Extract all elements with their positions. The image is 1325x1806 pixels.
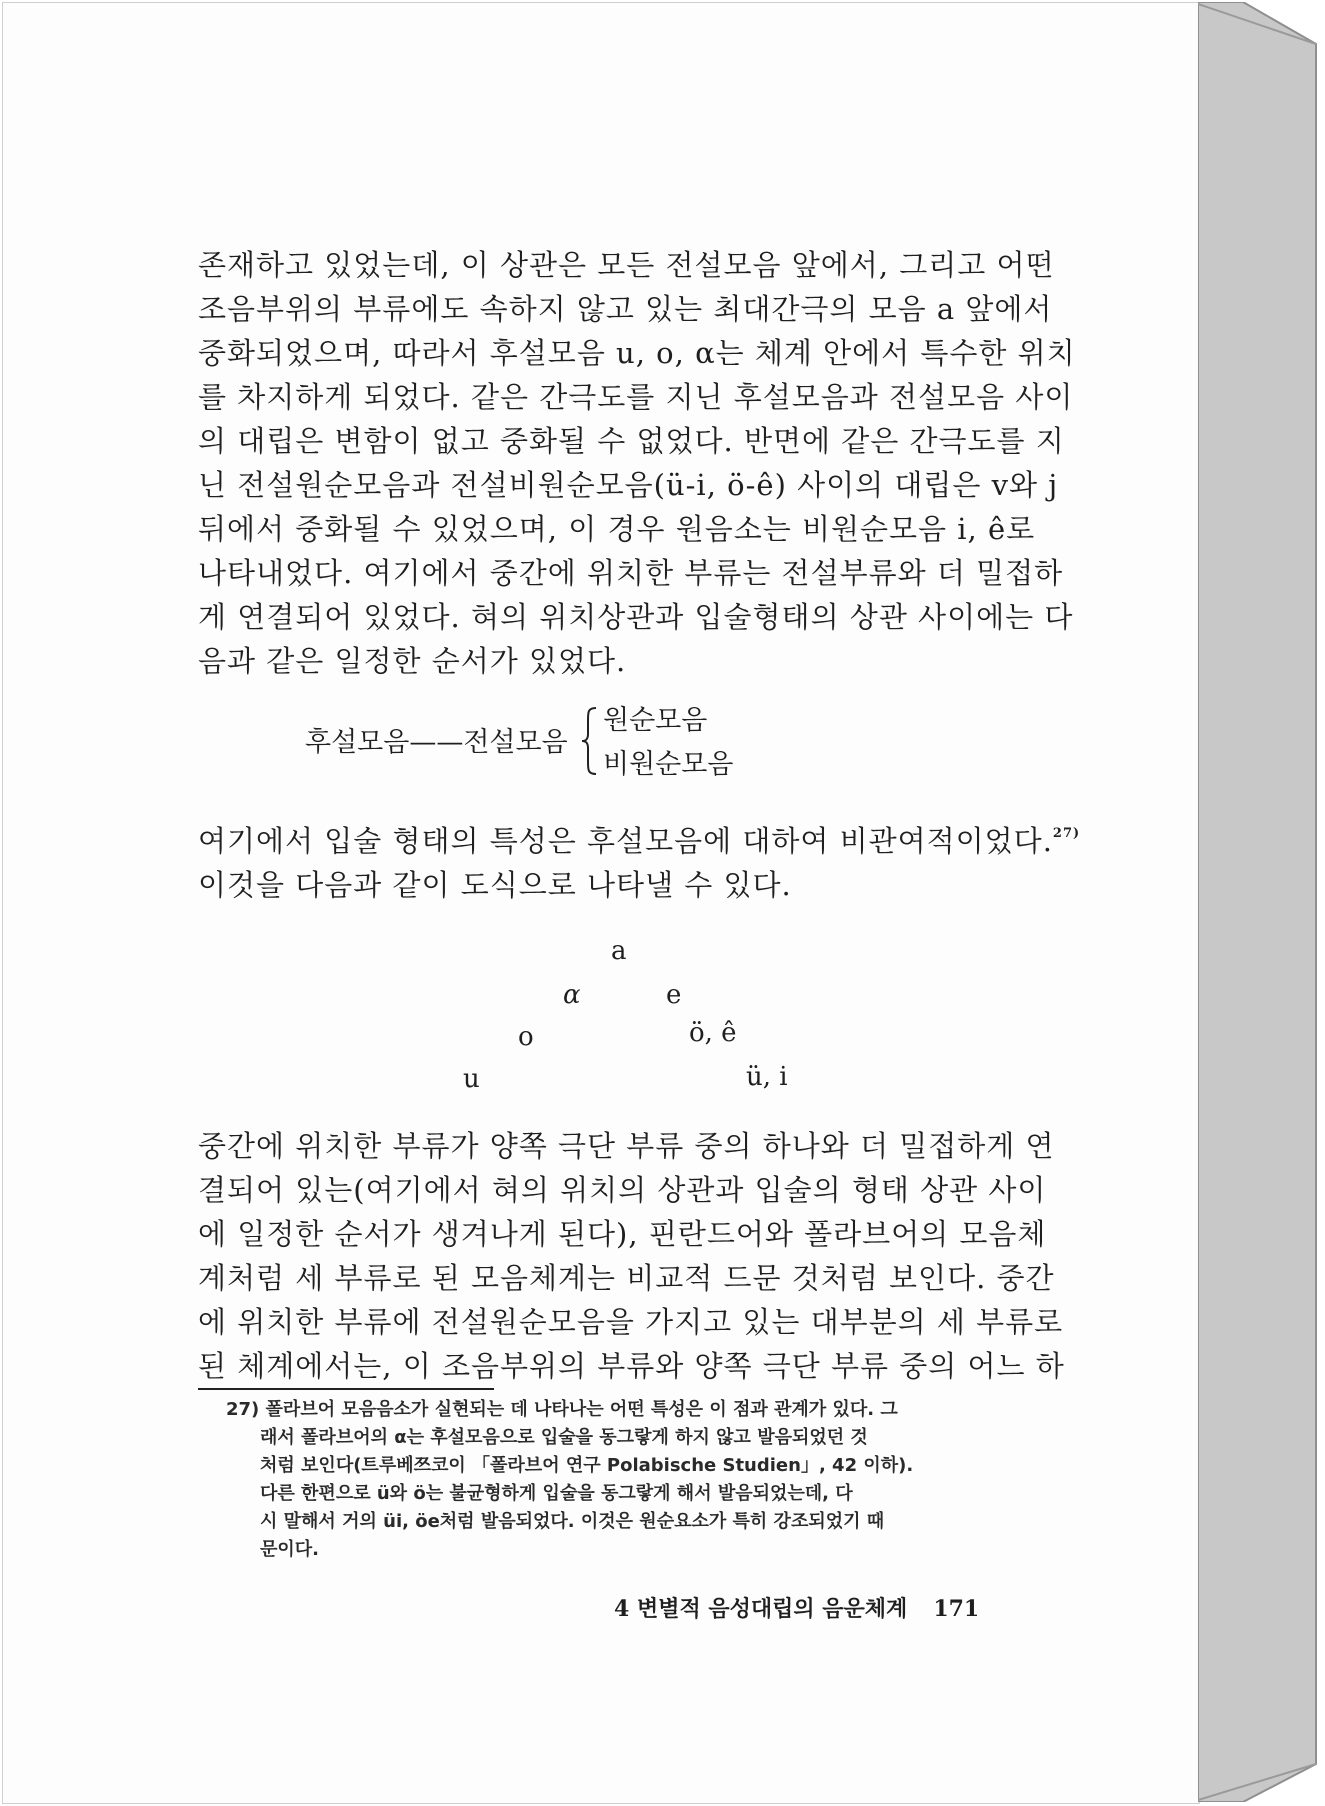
- scheme-top-label: 원순모음: [603, 705, 708, 736]
- footnote-divider: [198, 1388, 494, 1390]
- running-footer: [614, 1592, 979, 1623]
- body-line: 중화되었으며, 따라서 후설모음 u, o, α는 체계 안에서 특수한 위치: [198, 336, 1076, 370]
- page-number: 171: [933, 1596, 980, 1622]
- para3-line: 결되어 있는(여기에서 혀의 위치의 상관과 입술의 형태 상관 사이: [198, 1173, 1047, 1207]
- footnote-line: 래서 폴라브어의 α는 후설모음으로 입술을 동그랗게 하지 않고 발음되었던 것: [260, 1427, 868, 1448]
- para3-line: 계처럼 세 부류로 된 모음체계는 비교적 드문 것처럼 보인다. 중간: [198, 1261, 1055, 1295]
- para2-line-2: 이것을 다음과 같이 도식으로 나타낼 수 있다.: [198, 868, 792, 902]
- para3-line: 에 일정한 순서가 생겨나게 된다), 핀란드어와 폴라브어의 모음체: [198, 1217, 1047, 1251]
- body-line: 닌 전설원순모음과 전설비원순모음(ü-i, ö-ê) 사이의 대립은 v와 j: [198, 468, 1059, 502]
- footnote-ref: 27): [1052, 826, 1081, 841]
- para2-line-1: [198, 812, 1081, 863]
- para3-line: 된 체계에서는, 이 조음부위의 부류와 양쪽 극단 부류 중의 어느 하: [198, 1349, 1065, 1383]
- footnote-line: 문이다.: [260, 1539, 320, 1560]
- book-edge: [1198, 2, 1318, 1802]
- body-line: 존재하고 있었는데, 이 상관은 모든 전설모음 앞에서, 그리고 어떤: [198, 248, 1055, 282]
- para3-line: 에 위치한 부류에 전설원순모음을 가지고 있는 대부분의 세 부류로: [198, 1305, 1064, 1339]
- body-line: 나타내었다. 여기에서 중간에 위치한 부류는 전설부류와 더 밀접하: [198, 556, 1064, 590]
- body-line: 를 차지하게 되었다. 같은 간극도를 지닌 후설모음과 전설모음 사이: [198, 380, 1074, 414]
- body-line: 조음부위의 부류에도 속하지 않고 있는 최대간극의 모음 a 앞에서: [198, 292, 1053, 326]
- footnote-line: 다른 한편으로 ü와 ö는 불균형하게 입술을 동그랗게 해서 발음되었는데, 다: [260, 1483, 853, 1504]
- body-paragraph: [198, 243, 1076, 683]
- vowel-a: a: [611, 936, 627, 966]
- scheme-bottom-label: 비원순모음: [603, 749, 734, 780]
- body-line: 뒤에서 중화될 수 있었으며, 이 경우 원음소는 비원순모음 i, ê로: [198, 512, 1036, 546]
- paragraph-2: [198, 812, 1081, 907]
- brace-icon: [580, 706, 600, 776]
- body-line: 의 대립은 변함이 없고 중화될 수 없었다. 반면에 같은 간극도를 지: [198, 424, 1065, 458]
- scheme-left-label: 후설모음——전설모음: [305, 727, 568, 758]
- para2-text: 여기에서 입술 형태의 특성은 후설모음에 대하여 비관여적이었다.: [198, 824, 1053, 858]
- vowel-o-umlaut-e-circumflex: ö, ê: [689, 1018, 737, 1048]
- paragraph-3: [198, 1124, 1065, 1388]
- chapter-title: 4 변별적 음성대립의 음운체계: [614, 1596, 908, 1622]
- vowel-u-umlaut-i: ü, i: [746, 1062, 788, 1092]
- footnote-line: 27) 폴라브어 모음음소가 실현되는 데 나타나는 어떤 특성은 이 점과 관계가 있다. 그: [226, 1399, 898, 1420]
- vowel-e: e: [666, 980, 682, 1010]
- body-line: 게 연결되어 있었다. 혀의 위치상관과 입술형태의 상관 사이에는 다: [198, 600, 1074, 634]
- footnote-line: 시 말해서 거의 üi, öe처럼 발음되었다. 이것은 원순요소가 특히 강조되었기 때: [260, 1511, 885, 1532]
- vowel-o: o: [518, 1022, 534, 1052]
- footnote-27: [226, 1396, 1028, 1564]
- para3-line: 중간에 위치한 부류가 양쪽 극단 부류 중의 하나와 더 밀접하게 연: [198, 1129, 1055, 1163]
- vowel-alpha: α: [563, 980, 581, 1010]
- body-line: 음과 같은 일정한 순서가 있었다.: [198, 644, 627, 678]
- footnote-line: 처럼 보인다(트루베쯔코이 「폴라브어 연구 Polabische Studien」, 42 이하).: [260, 1455, 914, 1476]
- vowel-u: u: [463, 1064, 480, 1094]
